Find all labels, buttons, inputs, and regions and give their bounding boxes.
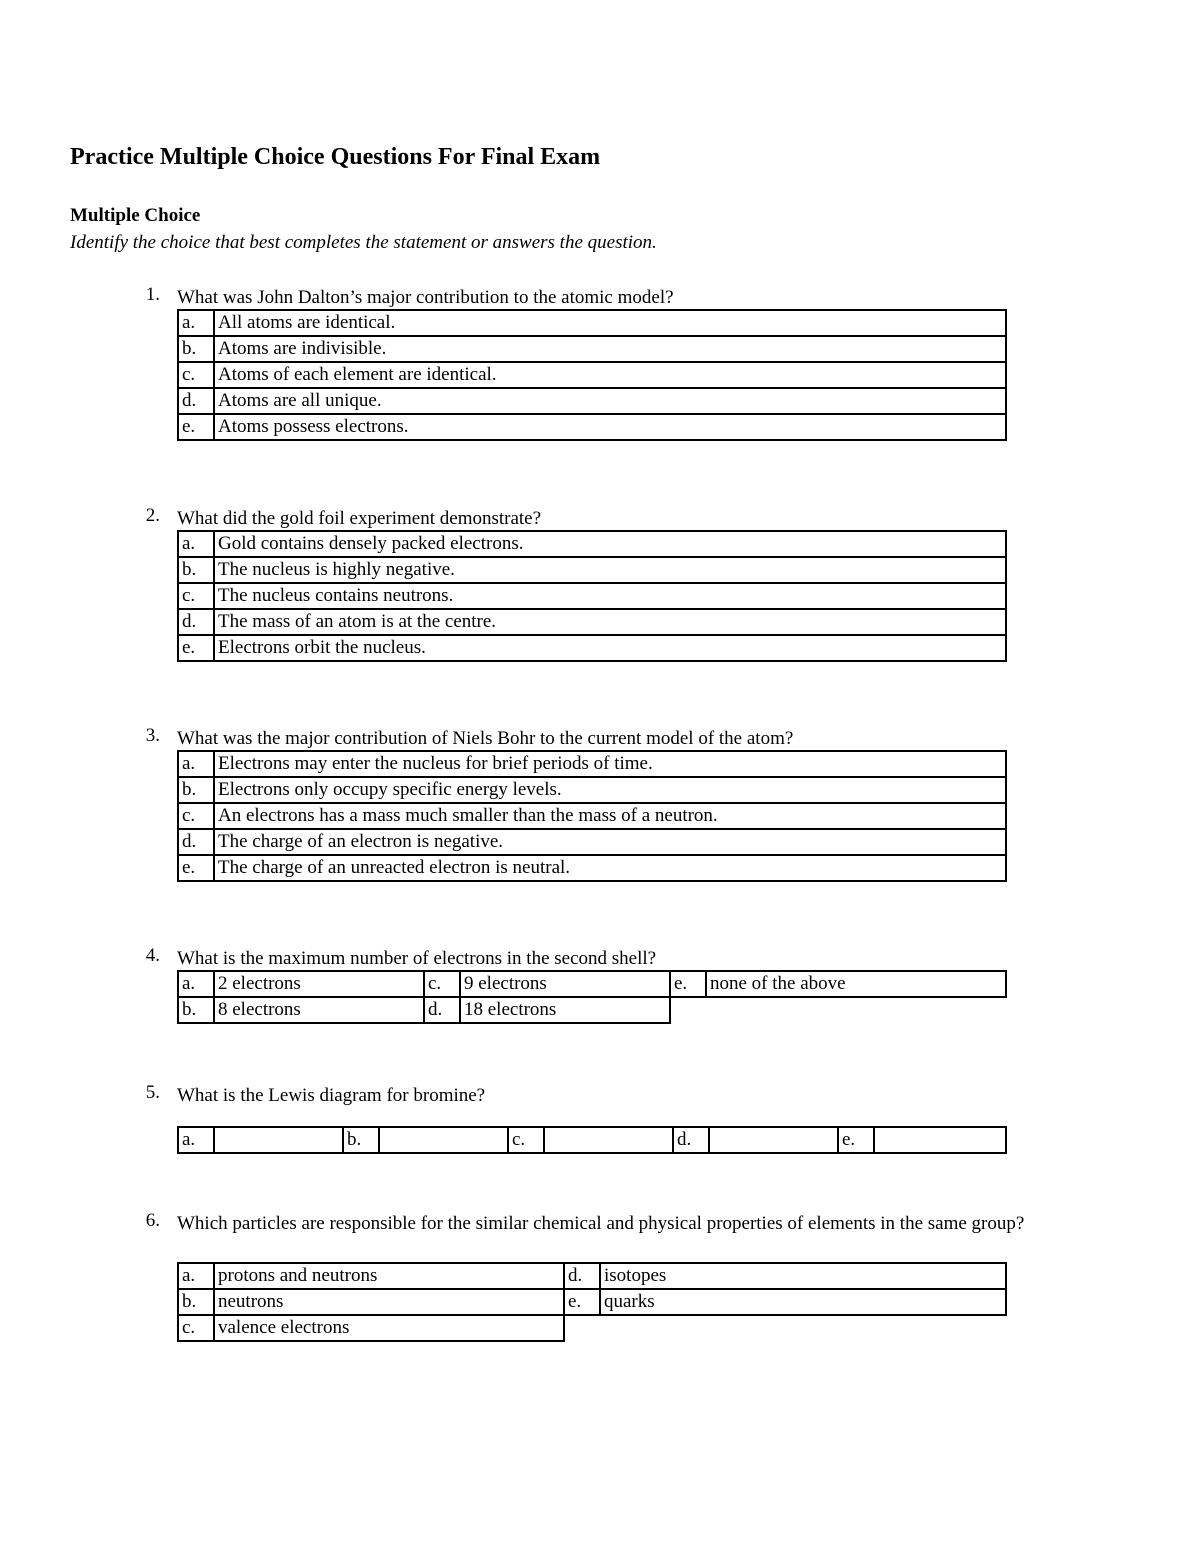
lewis-diagram-cell[interactable]: [544, 1127, 673, 1153]
choice-letter[interactable]: d.: [424, 997, 460, 1023]
lewis-diagram-cell[interactable]: [874, 1127, 1006, 1153]
choice-letter[interactable]: d.: [673, 1127, 709, 1153]
choices-table: [177, 970, 1007, 1024]
choice-letter[interactable]: a.: [178, 1263, 214, 1289]
choice-letter: e.: [178, 635, 214, 661]
choices-table: [177, 309, 1007, 441]
choice-letter[interactable]: b.: [178, 997, 214, 1023]
choice-text[interactable]: quarks: [600, 1289, 1006, 1315]
question-number: 5.: [145, 1082, 160, 1103]
choice-text: Electrons may enter the nucleus for brief periods of time.: [214, 751, 1006, 777]
choice-letter: a.: [178, 531, 214, 557]
choice-row[interactable]: [178, 583, 1006, 609]
choice-row[interactable]: [178, 531, 1006, 557]
choice-text: All atoms are identical.: [214, 310, 1006, 336]
lewis-diagram-cell[interactable]: [214, 1127, 343, 1153]
choice-letter[interactable]: c.: [178, 1315, 214, 1341]
choice-text: Gold contains densely packed electrons.: [214, 531, 1006, 557]
choice-letter[interactable]: b.: [178, 1289, 214, 1315]
question-text: What was the major contribution of Niels Bohr to the current model of the atom?: [177, 728, 794, 749]
question-text: What is the maximum number of electrons in the second shell?: [177, 948, 657, 969]
question-number: 3.: [145, 725, 160, 746]
choice-text: Electrons orbit the nucleus.: [214, 635, 1006, 661]
question-number: 4.: [145, 945, 160, 966]
choice-text: The charge of an electron is negative.: [214, 829, 1006, 855]
choice-letter[interactable]: c.: [424, 971, 460, 997]
choice-letter: c.: [178, 362, 214, 388]
choice-letter[interactable]: b.: [343, 1127, 379, 1153]
choice-row[interactable]: [178, 635, 1006, 661]
lewis-diagram-cell[interactable]: [709, 1127, 838, 1153]
question-number: 1.: [145, 284, 160, 305]
choice-text[interactable]: 18 electrons: [460, 997, 670, 1023]
choice-row[interactable]: [178, 362, 1006, 388]
choice-row[interactable]: [178, 855, 1006, 881]
choice-text[interactable]: none of the above: [706, 971, 1006, 997]
choice-letter[interactable]: e.: [670, 971, 706, 997]
question-number: 6.: [145, 1210, 160, 1231]
choice-letter[interactable]: c.: [508, 1127, 544, 1153]
lewis-diagram-cell[interactable]: [379, 1127, 508, 1153]
choice-row[interactable]: [178, 829, 1006, 855]
choice-letter: e.: [178, 414, 214, 440]
choice-text: The nucleus is highly negative.: [214, 557, 1006, 583]
choices-table: [177, 530, 1007, 662]
choice-text[interactable]: valence electrons: [214, 1315, 564, 1341]
choice-letter: b.: [178, 777, 214, 803]
choice-row[interactable]: [178, 414, 1006, 440]
choice-row: [178, 997, 1006, 1023]
choice-letter[interactable]: e.: [564, 1289, 600, 1315]
empty-cell: [706, 997, 1006, 1023]
choice-row: [178, 1263, 1006, 1289]
choice-letter[interactable]: d.: [564, 1263, 600, 1289]
choices-table: [177, 750, 1007, 882]
choice-letter: e.: [178, 855, 214, 881]
empty-cell: [600, 1315, 1006, 1341]
empty-cell: [670, 997, 706, 1023]
choice-text[interactable]: 8 electrons: [214, 997, 424, 1023]
choice-text[interactable]: 9 electrons: [460, 971, 670, 997]
choice-letter: c.: [178, 583, 214, 609]
choice-letter: b.: [178, 557, 214, 583]
choice-text[interactable]: protons and neutrons: [214, 1263, 564, 1289]
choice-text: The mass of an atom is at the centre.: [214, 609, 1006, 635]
choice-row: [178, 1289, 1006, 1315]
choice-text[interactable]: 2 electrons: [214, 971, 424, 997]
choice-row: [178, 1315, 1006, 1341]
choice-row[interactable]: [178, 803, 1006, 829]
instructions: Identify the choice that best completes the statement or answers the question.: [70, 232, 657, 253]
choice-row[interactable]: [178, 609, 1006, 635]
choice-row[interactable]: [178, 310, 1006, 336]
choice-row[interactable]: [178, 777, 1006, 803]
choice-row[interactable]: [178, 751, 1006, 777]
choice-row[interactable]: [178, 336, 1006, 362]
choice-letter: d.: [178, 609, 214, 635]
choice-letter: c.: [178, 803, 214, 829]
choice-letter: d.: [178, 829, 214, 855]
choice-text: Electrons only occupy specific energy levels.: [214, 777, 1006, 803]
choice-letter[interactable]: e.: [838, 1127, 874, 1153]
choice-row: [178, 971, 1006, 997]
choice-row: [178, 1127, 1006, 1153]
choices-table: [177, 1126, 1007, 1154]
section-heading: Multiple Choice: [70, 205, 201, 226]
page-title: Practice Multiple Choice Questions For Final Exam: [70, 144, 601, 170]
choice-text: Atoms are all unique.: [214, 388, 1006, 414]
question-text: What did the gold foil experiment demonstrate?: [177, 508, 542, 529]
choice-text: Atoms of each element are identical.: [214, 362, 1006, 388]
choice-text: The charge of an unreacted electron is neutral.: [214, 855, 1006, 881]
choice-text: An electrons has a mass much smaller than the mass of a neutron.: [214, 803, 1006, 829]
choice-text: Atoms are indivisible.: [214, 336, 1006, 362]
choice-text[interactable]: neutrons: [214, 1289, 564, 1315]
empty-cell: [564, 1315, 600, 1341]
question-text: What is the Lewis diagram for bromine?: [177, 1085, 486, 1106]
choice-letter[interactable]: a.: [178, 1127, 214, 1153]
question-text: Which particles are responsible for the similar chemical and physical properties of elements in the same group?: [177, 1213, 1025, 1234]
question-number: 2.: [145, 505, 160, 526]
choice-letter: b.: [178, 336, 214, 362]
choice-row[interactable]: [178, 388, 1006, 414]
choice-letter: a.: [178, 751, 214, 777]
choice-letter: d.: [178, 388, 214, 414]
choice-text: The nucleus contains neutrons.: [214, 583, 1006, 609]
choice-letter: a.: [178, 310, 214, 336]
choice-text: Atoms possess electrons.: [214, 414, 1006, 440]
choices-table: [177, 1262, 1007, 1342]
choice-row[interactable]: [178, 557, 1006, 583]
question-text: What was John Dalton’s major contribution to the atomic model?: [177, 287, 674, 308]
choice-text[interactable]: isotopes: [600, 1263, 1006, 1289]
choice-letter[interactable]: a.: [178, 971, 214, 997]
